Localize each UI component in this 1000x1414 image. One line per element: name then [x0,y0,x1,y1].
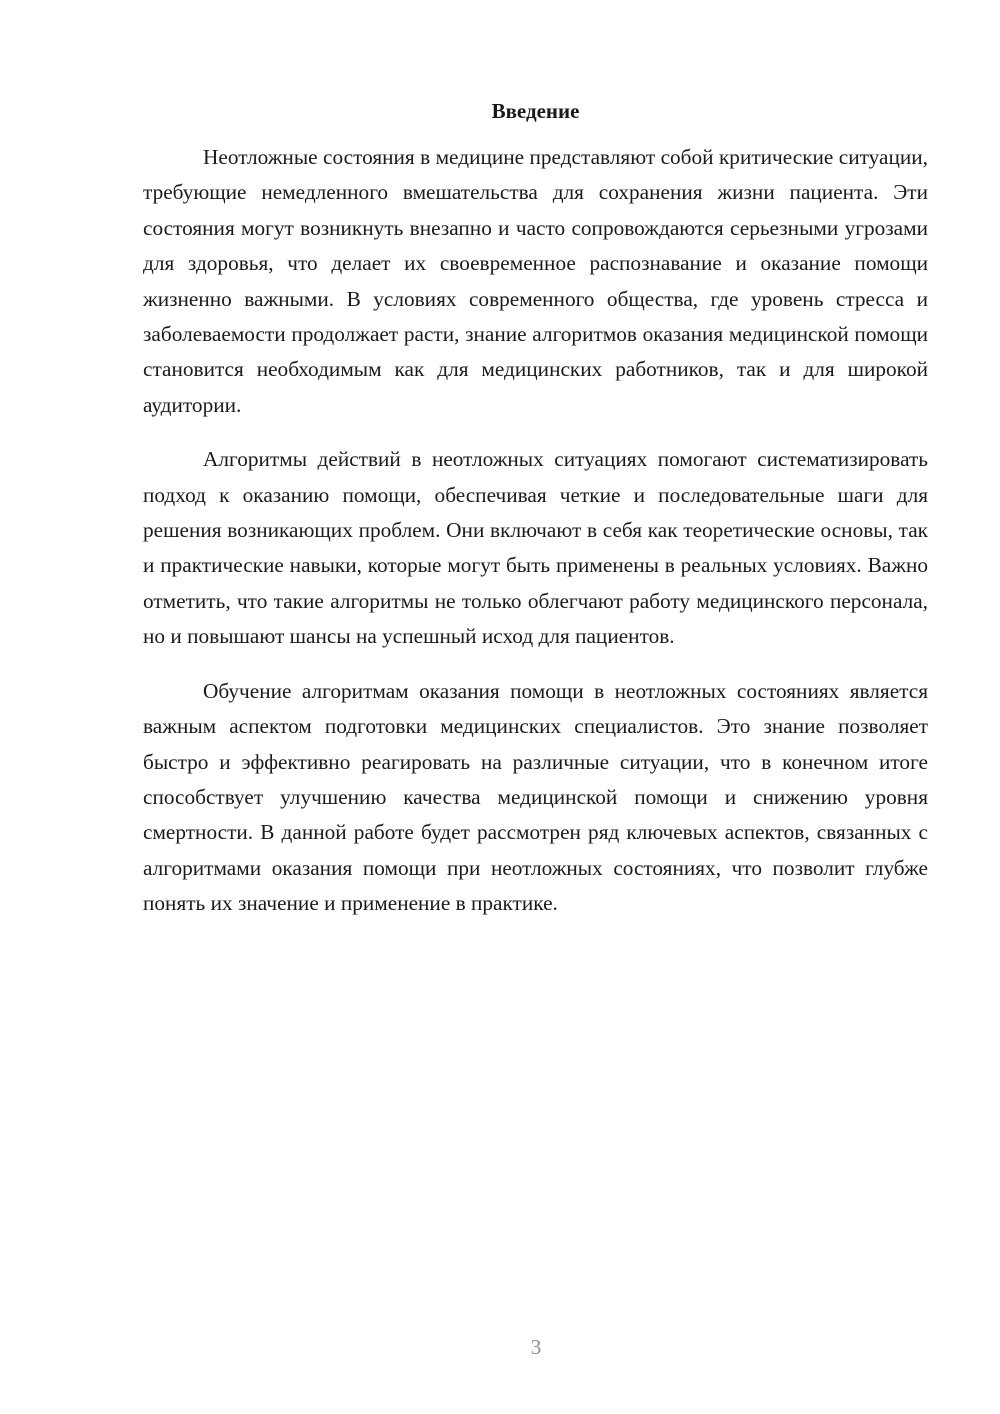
document-page [143,96,928,941]
paragraph-1: Неотложные состояния в медицине представляют собой критические ситуации, требующие немедленного вмешательства для сохранения жизни пациента. Эти состояния могут возникнуть внезапно и часто сопровождаются серьезными угрозами для здоровья, что делает их своевременное распознавание и оказание помощи жизненно важными. В условиях современного общества, где уровень стресса и заболеваемости продолжает расти, знание алгоритмов оказания медицинской помощи становится необходимым как для медицинских работников, так и для широкой аудитории. [143,145,928,417]
paragraph-2: Алгоритмы действий в неотложных ситуациях помогают систематизировать подход к оказанию помощи, обеспечивая четкие и последовательные шаги для решения возникающих проблем. Они включают в себя как теоретические основы, так и практические навыки, которые могут быть применены в реальных условиях. Важно отметить, что такие алгоритмы не только облегчают работу медицинского персонала, но и повышают шансы на успешный исход для пациентов. [143,447,928,649]
paragraph-3: Обучение алгоритмам оказания помощи в неотложных состояниях является важным аспектом подготовки медицинских специалистов. Это знание позволяет быстро и эффективно реагировать на различные ситуации, что в конечном итоге способствует улучшению качества медицинской помощи и снижению уровня смертности. В данной работе будет рассмотрен ряд ключевых аспектов, связанных с алгоритмами оказания помощи при неотложных состояниях, что позволит глубже понять их значение и применение в практике. [143,678,928,916]
page-number: 3 [530,1335,542,1359]
section-title: Введение [491,99,580,123]
